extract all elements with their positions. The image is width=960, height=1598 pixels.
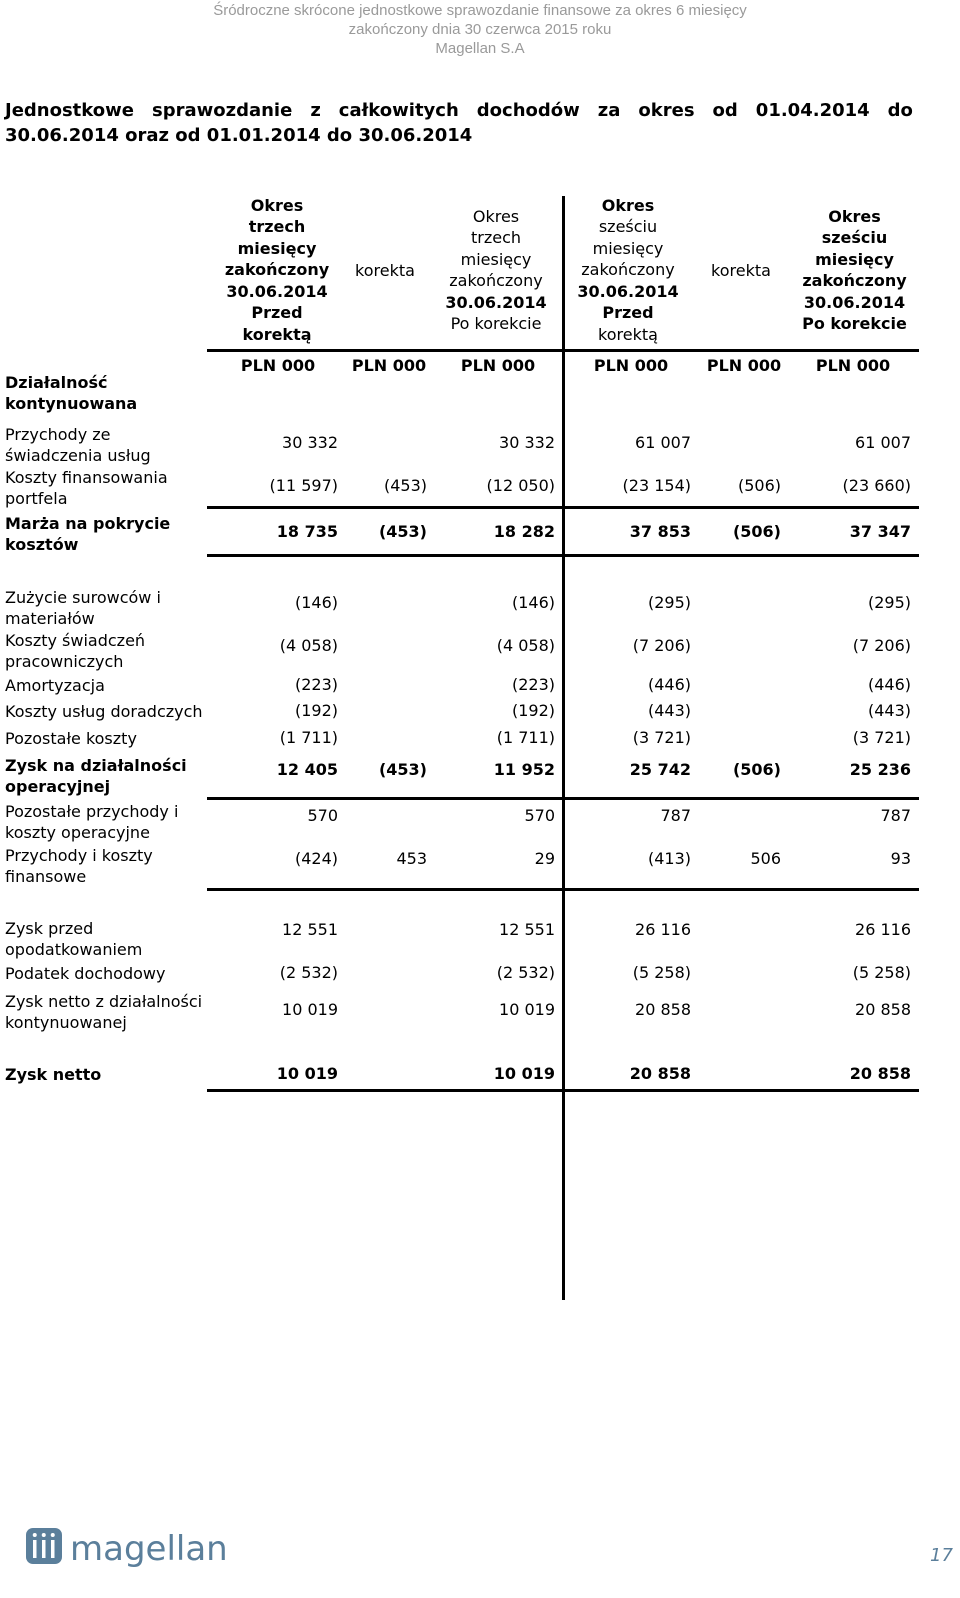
table-row: (192) (192) (443) (443) [294,701,911,720]
row-rule [207,1089,919,1092]
row-label-advisory: Koszty usług doradczych [5,702,203,721]
table-row: (1 711) (1 711) (3 721) (3 721) [279,728,911,747]
title-word: za [597,100,621,121]
currency-label: PLN 000 [815,356,891,375]
table-row: 18 735 (453) 18 282 37 853 (506) 37 347 [276,522,911,541]
row-label-continuing-ops: Działalność kontynuowana [5,373,138,413]
row-label-employee-benefits: Koszty świadczeń pracowniczych [5,631,146,671]
table-row: 10 019 10 019 20 858 20 858 [276,1064,911,1083]
title-word: z [310,100,321,121]
row-rule [207,888,919,891]
column-header-h-after: Okres sześciu miesięcy zakończony 30.06.2014 Po korekcie [802,206,907,333]
svg-text:magellan: magellan [70,1529,228,1569]
currency-label: PLN 000 [593,356,669,375]
row-label-revenue: Przychody ze świadczenia usług [5,425,151,465]
row-rule [207,797,919,800]
title-word: 01.04.2014 [755,100,870,121]
column-header-q-before: Okres trzech miesięcy zakończony 30.06.2014 Przed korektą [224,195,330,344]
magellan-logo-icon [24,1520,264,1570]
column-header-q-correction: korekta [355,260,415,280]
title-word: do [887,100,913,121]
table-row: 12 405 (453) 11 952 25 742 (506) 25 236 [276,760,911,779]
title-word: Jednostkowe [5,100,134,121]
title-word: okres [638,100,695,121]
header-line-1: Śródroczne skrócone jednostkowe sprawozdanie finansowe za okres 6 miesięcy [213,2,747,19]
table-row: 12 551 12 551 26 116 26 116 [282,920,911,939]
row-label-portfolio-costs: Koszty finansowania portfela [5,468,168,508]
row-label-materials: Zużycie surowców i materiałów [5,588,161,628]
table-row: 10 019 10 019 20 858 20 858 [282,1000,911,1019]
row-label-margin: Marża na pokrycie kosztów [5,514,171,554]
column-header-h-correction: korekta [711,260,771,280]
table-row: (2 532) (2 532) (5 258) (5 258) [279,963,911,982]
column-header-q-after: Okres trzech miesięcy zakończony 30.06.2014 Po korekcie [445,206,547,333]
row-label-net-profit-continuing: Zysk netto z działalności kontynuowanej [5,992,203,1032]
table-row: 570 570 787 787 [307,806,911,825]
row-label-operating-profit: Zysk na działalności operacyjnej [5,756,187,796]
row-label-depreciation: Amortyzacja [5,676,105,695]
statement-title-line-2: 30.06.2014 oraz od 01.01.2014 do 30.06.2014 [5,125,473,146]
title-word: sprawozdanie [151,100,293,121]
title-word: od [712,100,738,121]
row-label-income-tax: Podatek dochodowy [5,964,166,983]
table-row: 30 332 30 332 61 007 61 007 [282,433,911,452]
header-line-2: zakończony dnia 30 czerwca 2015 roku [348,21,612,38]
currency-label: PLN 000 [240,356,316,375]
table-row: (424) 453 29 (413) 506 93 [294,849,911,868]
currency-label: PLN 000 [351,356,427,375]
table-row: (4 058) (4 058) (7 206) (7 206) [279,636,911,655]
currency-label: PLN 000 [460,356,536,375]
statement-title-line-1 [5,100,913,121]
page-number: 17 [930,1545,953,1566]
row-rule [207,506,919,509]
company-logo [24,1520,264,1574]
header-line-3: Magellan S.A [435,40,525,57]
row-rule [207,554,919,557]
table-row: (11 597) (453) (12 050) (23 154) (506) (23 660) [269,476,911,495]
table-row: (146) (146) (295) (295) [294,593,911,612]
table-row: (223) (223) (446) (446) [294,675,911,694]
row-label-net-profit: Zysk netto [5,1065,102,1084]
currency-label: PLN 000 [706,356,782,375]
header-rule [207,349,919,352]
column-header-h-before: Okres sześciu miesięcy zakończony 30.06.2014 Przed korektą [577,195,679,344]
row-label-other-operating: Pozostałe przychody i koszty operacyjne [5,802,179,842]
row-label-other-costs: Pozostałe koszty [5,729,137,748]
title-word: całkowitych [338,100,459,121]
row-label-profit-before-tax: Zysk przed opodatkowaniem [5,919,143,959]
row-label-financial: Przychody i koszty finansowe [5,846,153,886]
title-word: dochodów [476,100,580,121]
